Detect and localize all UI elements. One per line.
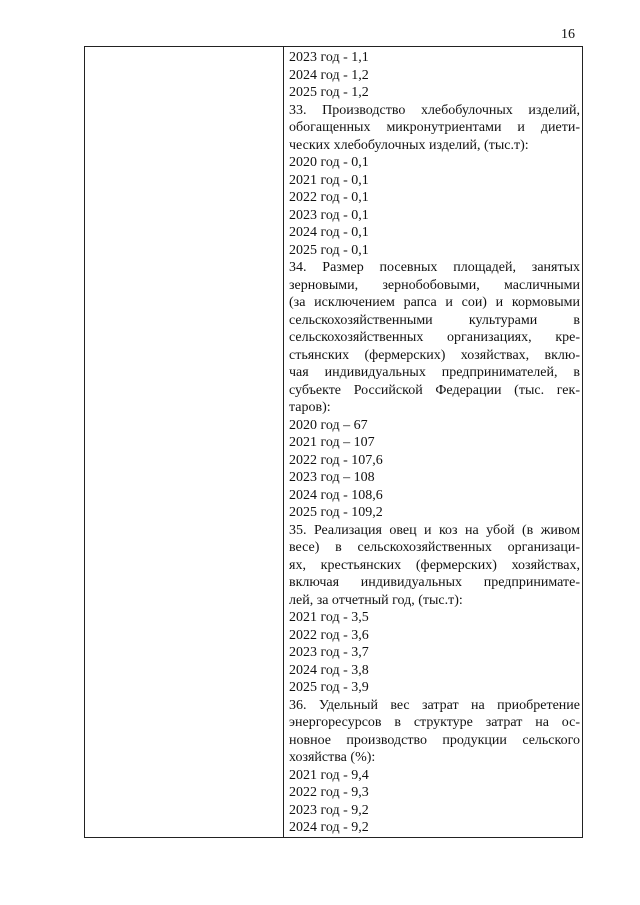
text-line: 2025 год - 0,1 — [289, 242, 369, 258]
text-line: 2021 год – 107 — [289, 435, 375, 450]
text-line: зерновыми, зернобобовыми, масличными — [289, 277, 580, 293]
text-line: 36. Удельный вес затрат на приобретение — [289, 697, 580, 713]
text-line: 2025 год - 3,9 — [289, 680, 369, 695]
left-cell-empty — [85, 47, 284, 838]
text-line: 2023 год - 1,1 — [289, 50, 369, 65]
text-line: таров): — [289, 400, 331, 415]
text-line: хозяйства (%): — [289, 750, 376, 765]
text-line: энергоресурсов в структуре затрат на ос- — [289, 715, 580, 730]
table-row — [85, 47, 583, 838]
right-cell — [284, 47, 583, 838]
text-line: новное производство продукции сельского — [289, 732, 580, 748]
text-line: 2025 год - 109,2 — [289, 505, 383, 520]
text-line: 2024 год - 108,6 — [289, 487, 383, 503]
text-line: весе) в сельскохозяйственных организаци- — [289, 540, 580, 555]
text-line: ях, крестьянских (фермерских) хозяйствах, — [289, 557, 580, 573]
text-line: 2025 год - 1,2 — [289, 85, 369, 100]
text-line: лей, за отчетный год, (тыс.т): — [289, 592, 463, 608]
indicators-table — [84, 46, 583, 838]
text-line: 2020 год – 67 — [289, 417, 368, 433]
text-line: 2022 год - 3,6 — [289, 627, 369, 643]
text-line: (за исключением рапса и сои) и кормовыми — [289, 295, 580, 310]
text-line: 2020 год - 0,1 — [289, 155, 369, 170]
text-line: 2022 год - 0,1 — [289, 190, 369, 205]
text-line: 2021 год - 3,5 — [289, 610, 369, 625]
text-line: обогащенных микронутриентами и диети- — [289, 120, 580, 135]
text-line: стьянских (фермерских) хозяйствах, вклю- — [289, 347, 580, 363]
text-line: чая индивидуальных предпринимателей, в — [289, 365, 580, 380]
text-line: 2024 год - 3,8 — [289, 662, 369, 678]
page-number: 16 — [561, 27, 575, 42]
text-line: 34. Размер посевных площадей, занятых — [289, 260, 580, 275]
text-line: 2024 год - 0,1 — [289, 225, 369, 240]
text-line: 2023 год – 108 — [289, 470, 375, 485]
text-line: 2022 год - 9,3 — [289, 785, 369, 800]
text-line: 2024 год - 1,2 — [289, 67, 369, 83]
text-line: 2021 год - 0,1 — [289, 172, 369, 188]
text-line: сельскохозяйственными культурами в — [289, 312, 580, 328]
indicator-text-block — [284, 47, 582, 837]
text-line: 2024 год - 9,2 — [289, 820, 369, 835]
text-line: 2023 год - 9,2 — [289, 802, 369, 818]
text-line: субъекте Российской Федерации (тыс. гек- — [289, 382, 580, 398]
text-line: 2022 год - 107,6 — [289, 452, 383, 468]
text-line: 2023 год - 0,1 — [289, 207, 369, 223]
text-line: 2021 год - 9,4 — [289, 767, 369, 783]
text-line: 35. Реализация овец и коз на убой (в живом — [289, 522, 580, 538]
text-line: ческих хлебобулочных изделий, (тыс.т): — [289, 137, 529, 153]
text-line: включая индивидуальных предпринимате- — [289, 575, 580, 590]
text-line: 33. Производство хлебобулочных изделий, — [289, 102, 580, 118]
text-line: сельскохозяйственных организациях, кре- — [289, 330, 580, 345]
text-line: 2023 год - 3,7 — [289, 645, 369, 660]
